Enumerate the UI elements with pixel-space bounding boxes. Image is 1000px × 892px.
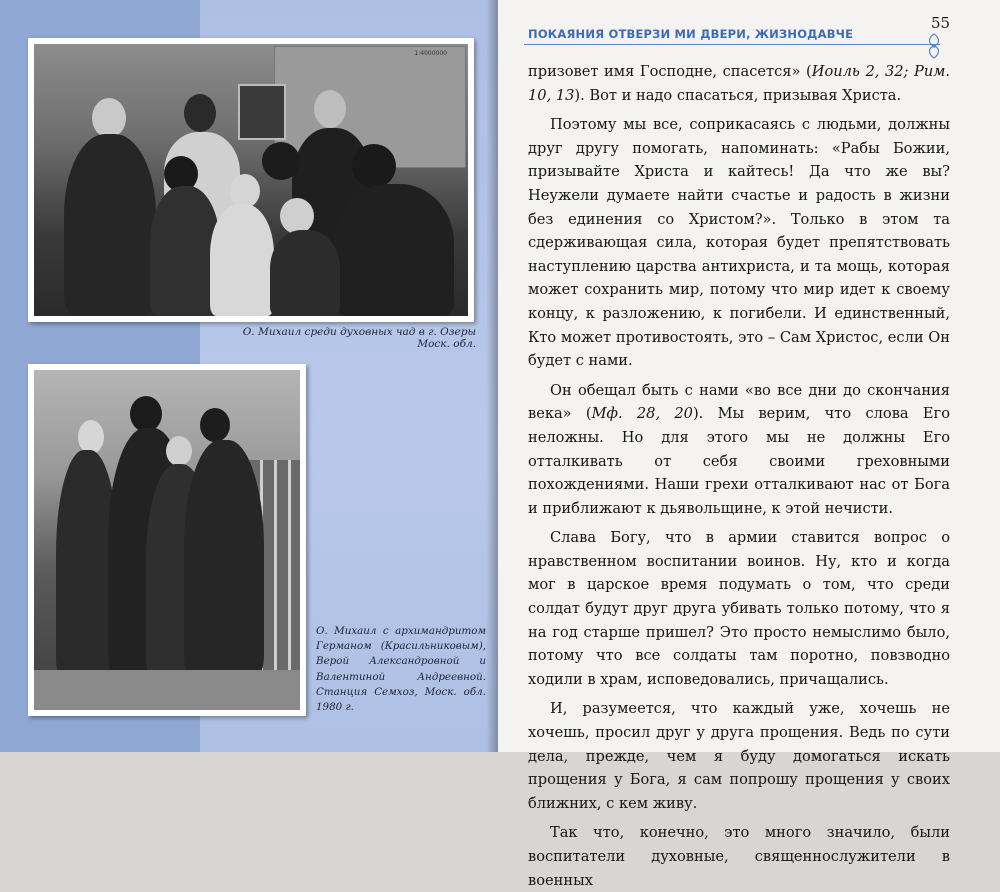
person-head — [230, 174, 260, 208]
header-rule — [524, 44, 940, 45]
paragraph-text: ). Мы верим, что слова Его неложны. Но для этого мы не должны Его отталкивать от себя своими греховными похождениями. Наши грехи отталкивают нас от Бога и приближают к дьявольщине, к этой нечисти. — [528, 405, 950, 517]
person-head — [314, 90, 346, 128]
outdoor-photo-image — [34, 370, 300, 710]
paragraph-text: призовет имя Господне, спасется» ( — [528, 63, 812, 80]
person — [184, 440, 264, 678]
paragraph-p4 — [528, 526, 950, 691]
person-head — [166, 436, 192, 466]
person-head — [184, 94, 216, 132]
book-gutter-shadow — [486, 0, 498, 752]
person-head — [130, 396, 162, 432]
person-head — [92, 98, 126, 138]
paragraph-p2 — [528, 113, 950, 373]
paragraph-p1 — [528, 60, 950, 107]
paragraph-text: Он обещал быть с нами «во все дни до скончания века» ( — [528, 381, 950, 423]
paragraph-p3 — [528, 379, 950, 521]
person — [270, 230, 340, 316]
map-label: 1:4000000 — [414, 50, 447, 57]
group-photo-image — [34, 44, 468, 316]
person-head — [78, 420, 104, 454]
citation: Мф. 28, 20 — [591, 405, 693, 423]
paragraph-p6 — [528, 821, 950, 892]
person — [334, 184, 454, 316]
page-number: 55 — [931, 14, 951, 32]
snowy-ground — [34, 670, 300, 710]
person — [210, 204, 274, 316]
icon-on-wall — [238, 84, 286, 140]
person-head — [280, 198, 314, 234]
paragraph-text: И, разумеется, что каждый уже, хочешь не хочешь, просил друг у друга прощения. Ведь по сути дела, прежде, чем я буду домогаться искать прощения у Бога, я сам попрошу прощения у своих ближних, с кем живу. — [528, 700, 950, 812]
group-photo-caption: О. Михаил среди духовных чад в г. Озеры Моск. обл. — [242, 326, 476, 350]
paragraph-text: Поэтому мы все, соприкасаясь с людьми, должны друг другу помогать, напоминать: «Рабы Божии, призывайте Христа и кайтесь! Да что же вы? Неужели думаете найти счастье и радость в жизни без единения со Христом?». Только в этом та сдерживающая сила, которая будет препятствовать наступлению царства антихриста, и та мощь, которая может сохранить мир, потому что мир идет к своему концу, к разложению, к погибели. И единственный, Кто может противостоять, это – Сам Христос, если Он будет с нами. — [528, 116, 950, 370]
paragraph-text: ). Вот и надо спасаться, призывая Христа. — [574, 86, 902, 104]
group-photo — [28, 38, 474, 322]
person-head — [262, 142, 300, 180]
left-page — [0, 0, 498, 752]
running-header: ПОКАЯНИЯ ОТВЕРЗИ МИ ДВЕРИ, ЖИЗНОДАВЧЕ — [528, 27, 854, 41]
ornament-icon — [924, 32, 944, 60]
right-page — [498, 0, 1000, 889]
citation: Иоиль 2, 32; Рим. 10, 13 — [528, 63, 950, 104]
body-text — [528, 60, 950, 892]
paragraph-p5 — [528, 697, 950, 815]
person-head — [352, 144, 396, 188]
paragraph-text: Слава Богу, что в армии ставится вопрос о нравственном воспитании воинов. Ну, кто и когда мог в царское время подумать о том, что среди солдат будут друг друга убивать только потому, что я на год старше пришел? Это просто немыслимо было, потому что все солдаты там поротно, повзводно ходили в храм, исповедовались, причащались. — [528, 529, 950, 688]
person-head — [200, 408, 230, 442]
paragraph-text: Так что, конечно, это много значило, были воспитатели духовные, священнослужители в военных — [528, 824, 950, 889]
outdoor-photo — [28, 364, 306, 716]
person — [64, 134, 156, 314]
outdoor-photo-caption: О. Михаил с архимандритом Германом (Красильниковым), Верой Александровной и Валентиной Андреевной. Станция Семхоз, Моск. обл. 1980 г. — [316, 625, 486, 714]
